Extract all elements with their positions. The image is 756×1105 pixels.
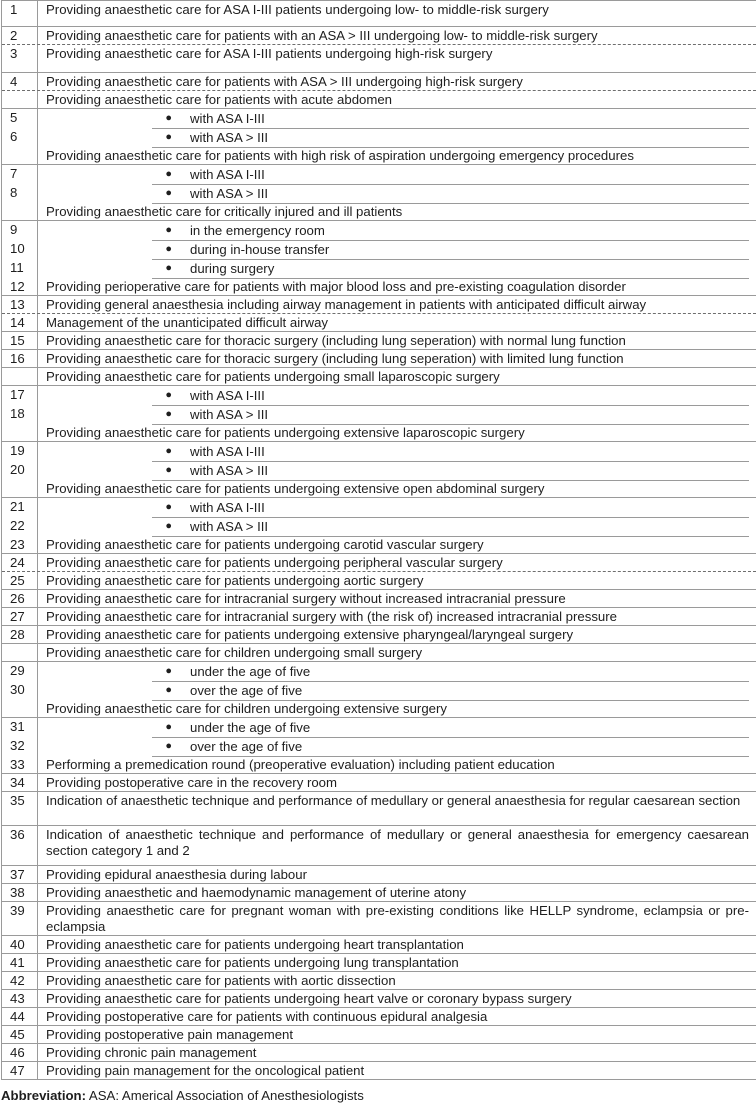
bullet-icon: ● xyxy=(165,684,172,696)
bullet-icon: ● xyxy=(165,520,172,532)
row-number: 25 xyxy=(2,572,38,589)
row-number: 3 xyxy=(2,45,38,72)
row-number: 11 xyxy=(2,259,38,278)
sub-item-label: under the age of five xyxy=(190,720,311,735)
item-text: Providing anaesthetic care for ASA I-III patients undergoing low- to middle-risk surgery xyxy=(46,2,549,17)
row-number: 18 xyxy=(2,405,38,424)
table-row xyxy=(2,590,756,608)
item-text: Providing general anaesthesia including airway management in patients with anticipated difficult airway xyxy=(46,297,647,312)
item-text: Providing postoperative care in the recovery room xyxy=(46,775,338,790)
sub-item-cell xyxy=(38,461,756,480)
table-group-header xyxy=(2,700,756,718)
table-subrow xyxy=(2,442,756,461)
table-group-header xyxy=(2,147,756,165)
row-number: 26 xyxy=(2,590,38,607)
bullet-item xyxy=(152,443,749,462)
sub-item-label: with ASA I-III xyxy=(190,111,265,126)
sub-item-cell xyxy=(38,109,756,128)
row-number: 40 xyxy=(2,936,38,953)
item-text: Providing postoperative pain management xyxy=(46,1027,294,1042)
bullet-item xyxy=(152,110,749,129)
row-number xyxy=(2,91,38,108)
indent-spacer xyxy=(38,166,152,184)
item-text: Providing anaesthetic care for intracranial surgery without increased intracranial pressure xyxy=(46,591,566,606)
row-number xyxy=(2,203,38,220)
table-row xyxy=(2,554,756,572)
bullet-item xyxy=(152,462,749,481)
indent-spacer xyxy=(38,387,152,405)
table-row xyxy=(2,884,756,902)
table-subrow xyxy=(2,737,756,756)
item-text: Providing anaesthetic and haemodynamic management of uterine atony xyxy=(46,885,467,900)
row-number: 22 xyxy=(2,517,38,536)
indent-spacer xyxy=(38,443,152,461)
sub-item-label: in the emergency room xyxy=(190,223,325,238)
sub-item-cell xyxy=(38,386,756,405)
abbreviation-label: Abbreviation: xyxy=(1,1088,86,1103)
sub-item-cell xyxy=(38,737,756,756)
bullet-icon: ● xyxy=(165,464,172,476)
item-text: Indication of anaesthetic technique and performance of medullary or general anaesthesia for emergency caesarean section category 1 and 2 xyxy=(46,827,749,858)
item-text: Providing anaesthetic care for critically injured and ill patients xyxy=(46,204,403,219)
row-number xyxy=(2,147,38,164)
table-subrow xyxy=(2,184,756,203)
indent-spacer xyxy=(38,682,152,700)
bullet-item xyxy=(152,241,749,260)
row-number xyxy=(2,480,38,497)
sub-item-cell xyxy=(38,405,756,424)
row-number: 17 xyxy=(2,386,38,405)
row-number: 46 xyxy=(2,1044,38,1061)
row-number: 35 xyxy=(2,792,38,825)
item-text: Providing pain management for the oncological patient xyxy=(46,1063,365,1078)
sub-item-label: under the age of five xyxy=(190,664,311,679)
bullet-item xyxy=(152,222,749,241)
table-subrow xyxy=(2,498,756,517)
row-number: 13 xyxy=(2,296,38,313)
table-row xyxy=(2,296,756,314)
table-subrow xyxy=(2,128,756,147)
row-number: 43 xyxy=(2,990,38,1007)
abbreviation-note xyxy=(1,1088,364,1104)
table-subrow xyxy=(2,240,756,259)
table-subrow xyxy=(2,662,756,681)
table-row xyxy=(2,27,756,45)
sub-item-cell xyxy=(38,517,756,536)
indent-spacer xyxy=(38,241,152,259)
sub-item-cell xyxy=(38,165,756,184)
table-row xyxy=(2,314,756,332)
bullet-item xyxy=(152,663,749,682)
item-text: Indication of anaesthetic technique and performance of medullary or general anaesthesia for regular caesarean section xyxy=(46,793,741,808)
row-number: 9 xyxy=(2,221,38,240)
bullet-item xyxy=(152,129,749,148)
table-subrow xyxy=(2,165,756,184)
row-number: 19 xyxy=(2,442,38,461)
indent-spacer xyxy=(38,499,152,517)
row-number: 39 xyxy=(2,902,38,935)
table-row xyxy=(2,902,756,936)
row-number xyxy=(2,368,38,385)
sub-item-cell xyxy=(38,681,756,700)
row-number: 15 xyxy=(2,332,38,349)
table-row xyxy=(2,866,756,884)
sub-item-cell xyxy=(38,221,756,240)
table-row xyxy=(2,45,756,73)
sub-item-cell xyxy=(38,662,756,681)
item-text: Providing anaesthetic care for patients with acute abdomen xyxy=(46,92,393,107)
item-text: Providing anaesthetic care for patients undergoing heart valve or coronary bypass surgery xyxy=(46,991,572,1006)
item-text: Providing anaesthetic care for patients with ASA > III undergoing high-risk surgery xyxy=(46,74,523,89)
bullet-item xyxy=(152,682,749,701)
row-number xyxy=(2,424,38,441)
row-number: 24 xyxy=(2,554,38,571)
bullet-item xyxy=(152,185,749,204)
item-text: Providing anaesthetic care for thoracic surgery (including lung seperation) with normal lung function xyxy=(46,333,626,348)
row-number: 29 xyxy=(2,662,38,681)
row-number: 10 xyxy=(2,240,38,259)
item-text: Providing anaesthetic care for ASA I-III patients undergoing high-risk surgery xyxy=(46,46,493,61)
bullet-icon: ● xyxy=(165,243,172,255)
row-number: 38 xyxy=(2,884,38,901)
indent-spacer xyxy=(38,738,152,756)
item-text: Providing postoperative care for patients with continuous epidural analgesia xyxy=(46,1009,488,1024)
table-subrow xyxy=(2,681,756,700)
competency-table xyxy=(1,0,756,1080)
indent-spacer xyxy=(38,185,152,203)
item-text: Providing anaesthetic care for patients undergoing extensive open abdominal surgery xyxy=(46,481,545,496)
item-text: Providing anaesthetic care for patients undergoing heart transplantation xyxy=(46,937,464,952)
item-text: Providing anaesthetic care for thoracic surgery (including lung seperation) with limited lung function xyxy=(46,351,624,366)
sub-item-cell xyxy=(38,442,756,461)
row-number: 36 xyxy=(2,826,38,865)
indent-spacer xyxy=(38,462,152,480)
row-number: 23 xyxy=(2,536,38,553)
bullet-item xyxy=(152,406,749,425)
indent-spacer xyxy=(38,260,152,278)
bullet-icon: ● xyxy=(165,389,172,401)
bullet-icon: ● xyxy=(165,408,172,420)
sub-item-cell xyxy=(38,498,756,517)
indent-spacer xyxy=(38,518,152,536)
item-text: Providing anaesthetic care for patients with aortic dissection xyxy=(46,973,396,988)
bullet-item xyxy=(152,387,749,406)
row-number: 41 xyxy=(2,954,38,971)
bullet-icon: ● xyxy=(165,187,172,199)
sub-item-label: with ASA > III xyxy=(190,407,269,422)
table-row xyxy=(2,972,756,990)
bullet-icon: ● xyxy=(165,168,172,180)
row-number: 14 xyxy=(2,314,38,331)
item-text: Providing perioperative care for patients with major blood loss and pre-existing coagulation disorder xyxy=(46,279,626,294)
bullet-icon: ● xyxy=(165,501,172,513)
row-number: 21 xyxy=(2,498,38,517)
bullet-item xyxy=(152,738,749,757)
table-row xyxy=(2,278,756,296)
bullet-item xyxy=(152,260,749,279)
row-number: 30 xyxy=(2,681,38,700)
bullet-icon: ● xyxy=(165,112,172,124)
item-text: Providing anaesthetic care for patients undergoing extensive pharyngeal/laryngeal surgery xyxy=(46,627,574,642)
bullet-item xyxy=(152,719,749,738)
table-subrow xyxy=(2,461,756,480)
sub-item-cell xyxy=(38,240,756,259)
item-text: Providing anaesthetic care for patients undergoing peripheral vascular surgery xyxy=(46,555,503,570)
sub-item-label: with ASA I-III xyxy=(190,388,265,403)
row-number: 31 xyxy=(2,718,38,737)
item-text: Providing anaesthetic care for children undergoing extensive surgery xyxy=(46,701,447,716)
sub-item-label: with ASA I-III xyxy=(190,500,265,515)
item-text: Providing epidural anaesthesia during labour xyxy=(46,867,307,882)
item-text: Providing anaesthetic care for children undergoing small surgery xyxy=(46,645,423,660)
row-number: 37 xyxy=(2,866,38,883)
row-number: 32 xyxy=(2,737,38,756)
table-row xyxy=(2,1008,756,1026)
table-row xyxy=(2,954,756,972)
bullet-icon: ● xyxy=(165,262,172,274)
table-row xyxy=(2,572,756,590)
bullet-icon: ● xyxy=(165,665,172,677)
row-number: 33 xyxy=(2,756,38,773)
sub-item-cell xyxy=(38,718,756,737)
sub-item-cell xyxy=(38,128,756,147)
table-subrow xyxy=(2,221,756,240)
table-group-header xyxy=(2,91,756,109)
row-number xyxy=(2,644,38,661)
row-number: 5 xyxy=(2,109,38,128)
row-number: 34 xyxy=(2,774,38,791)
row-number: 28 xyxy=(2,626,38,643)
bullet-icon: ● xyxy=(165,131,172,143)
item-text: Providing chronic pain management xyxy=(46,1045,257,1060)
table-row xyxy=(2,1,756,27)
table-row xyxy=(2,1044,756,1062)
item-text: Performing a premedication round (preoperative evaluation) including patient education xyxy=(46,757,555,772)
sub-item-label: with ASA I-III xyxy=(190,444,265,459)
bullet-icon: ● xyxy=(165,445,172,457)
row-number: 2 xyxy=(2,27,38,44)
table-row xyxy=(2,73,756,91)
item-text: Providing anaesthetic care for patients with an ASA > III undergoing low- to middle-risk surgery xyxy=(46,28,598,43)
item-text: Management of the unanticipated difficult airway xyxy=(46,315,328,330)
row-number: 42 xyxy=(2,972,38,989)
item-text: Providing anaesthetic care for patients undergoing aortic surgery xyxy=(46,573,424,588)
item-text: Providing anaesthetic care for patients undergoing small laparoscopic surgery xyxy=(46,369,500,384)
row-number: 27 xyxy=(2,608,38,625)
bullet-icon: ● xyxy=(165,224,172,236)
table-group-header xyxy=(2,480,756,498)
row-number: 8 xyxy=(2,184,38,203)
table-row xyxy=(2,626,756,644)
row-number: 45 xyxy=(2,1026,38,1043)
sub-item-label: over the age of five xyxy=(190,683,303,698)
sub-item-label: with ASA > III xyxy=(190,186,269,201)
indent-spacer xyxy=(38,110,152,128)
sub-item-label: during in-house transfer xyxy=(190,242,330,257)
table-row xyxy=(2,536,756,554)
table-group-header xyxy=(2,424,756,442)
table-group-header xyxy=(2,203,756,221)
item-text: Providing anaesthetic care for patients undergoing carotid vascular surgery xyxy=(46,537,484,552)
sub-item-label: with ASA I-III xyxy=(190,167,265,182)
row-number: 12 xyxy=(2,278,38,295)
table-row xyxy=(2,608,756,626)
table-group-header xyxy=(2,644,756,662)
row-number xyxy=(2,700,38,717)
row-number: 16 xyxy=(2,350,38,367)
table-row xyxy=(2,332,756,350)
indent-spacer xyxy=(38,719,152,737)
table-row xyxy=(2,990,756,1008)
row-number: 20 xyxy=(2,461,38,480)
item-text: Providing anaesthetic care for intracranial surgery with (the risk of) increased intracranial pressure xyxy=(46,609,617,624)
table-row xyxy=(2,792,756,826)
table-row xyxy=(2,774,756,792)
sub-item-label: with ASA > III xyxy=(190,463,269,478)
table-row xyxy=(2,350,756,368)
item-text: Providing anaesthetic care for patients undergoing lung transplantation xyxy=(46,955,459,970)
indent-spacer xyxy=(38,129,152,147)
sub-item-cell xyxy=(38,184,756,203)
sub-item-label: with ASA > III xyxy=(190,519,269,534)
item-text: Providing anaesthetic care for patients undergoing extensive laparoscopic surgery xyxy=(46,425,525,440)
bullet-icon: ● xyxy=(165,721,172,733)
table-row xyxy=(2,1062,756,1080)
table-subrow xyxy=(2,405,756,424)
sub-item-label: over the age of five xyxy=(190,739,303,754)
item-text: Providing anaesthetic care for patients with high risk of aspiration undergoing emergency procedures xyxy=(46,148,634,163)
table-row xyxy=(2,1026,756,1044)
indent-spacer xyxy=(38,406,152,424)
table-row xyxy=(2,936,756,954)
sub-item-label: during surgery xyxy=(190,261,275,276)
row-number: 6 xyxy=(2,128,38,147)
sub-item-cell xyxy=(38,259,756,278)
abbreviation-text: ASA: Americal Association of Anesthesiologists xyxy=(86,1088,364,1103)
table-subrow xyxy=(2,718,756,737)
indent-spacer xyxy=(38,222,152,240)
item-text: Providing anaesthetic care for pregnant woman with pre-existing conditions like HELLP syndrome, eclampsia or pre-eclampsia xyxy=(46,903,749,934)
table-group-header xyxy=(2,368,756,386)
row-number: 7 xyxy=(2,165,38,184)
bullet-item xyxy=(152,518,749,537)
row-number: 47 xyxy=(2,1062,38,1079)
row-number: 1 xyxy=(2,1,38,26)
bullet-item xyxy=(152,499,749,518)
table-row xyxy=(2,826,756,866)
table-subrow xyxy=(2,517,756,536)
row-number: 44 xyxy=(2,1008,38,1025)
table-subrow xyxy=(2,386,756,405)
indent-spacer xyxy=(38,663,152,681)
sub-item-label: with ASA > III xyxy=(190,130,269,145)
row-number: 4 xyxy=(2,73,38,90)
bullet-item xyxy=(152,166,749,185)
table-subrow xyxy=(2,109,756,128)
table-subrow xyxy=(2,259,756,278)
bullet-icon: ● xyxy=(165,740,172,752)
table-row xyxy=(2,756,756,774)
